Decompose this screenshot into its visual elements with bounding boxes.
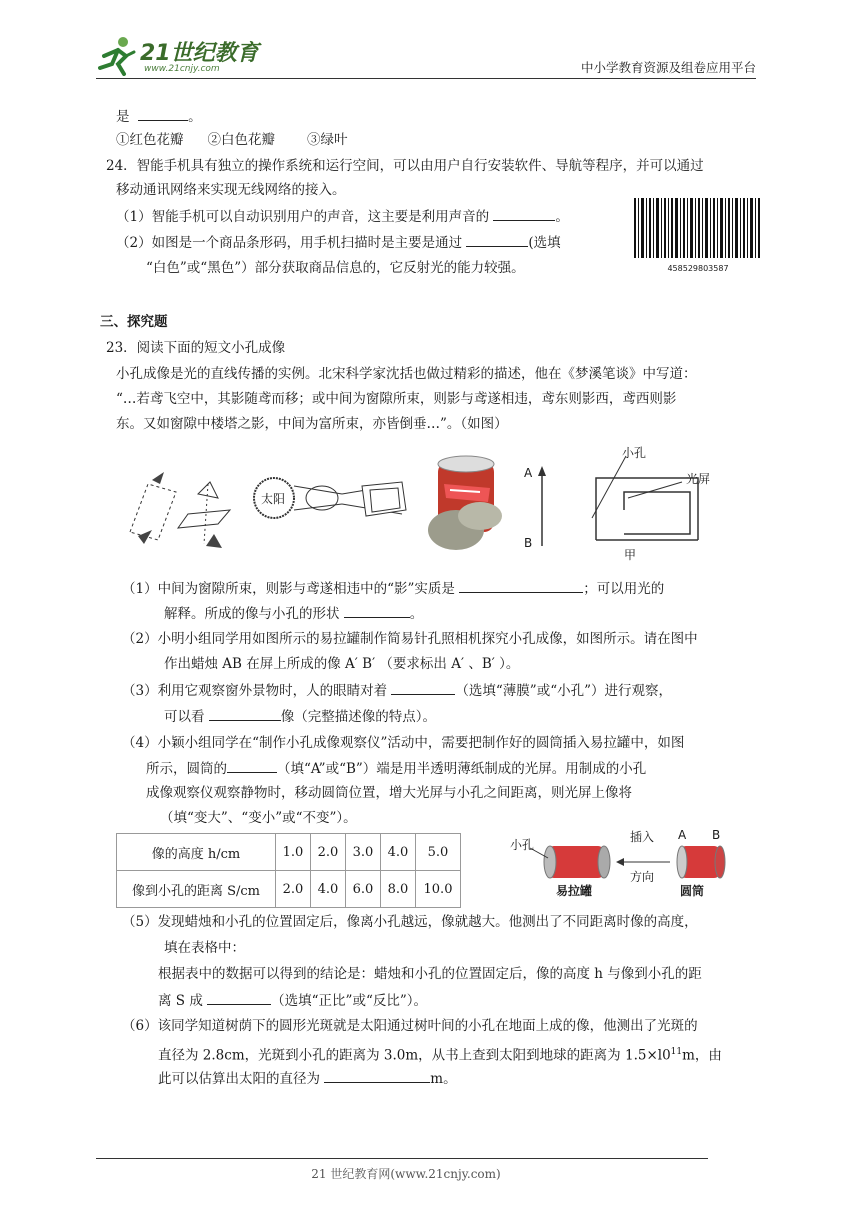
prev-options: ①红色花瓣 ②白色花瓣 ③绿叶 bbox=[116, 132, 348, 148]
barcode-image bbox=[630, 196, 766, 276]
table-cell: 6.0 bbox=[346, 871, 381, 908]
q23-s3-line1: （3）利用它观察窗外景物时，人的眼睛对着 （选填“薄膜”或“小孔”）进行观察， bbox=[122, 680, 672, 701]
header-right-text: 中小学教育资源及组卷应用平台 bbox=[580, 60, 756, 75]
q23-title: 23．阅读下面的短文小孔成像 bbox=[106, 340, 286, 356]
table-cell: 2.0 bbox=[276, 871, 311, 908]
header-logo bbox=[96, 34, 266, 78]
prev-question-line: 是 。 bbox=[116, 106, 202, 127]
runner-logo-icon bbox=[96, 34, 136, 76]
can-tube-figure bbox=[510, 826, 740, 902]
fig2-can-label: 易拉罐 bbox=[556, 884, 593, 898]
table-row bbox=[117, 834, 461, 871]
sun-label: 太阳 bbox=[261, 492, 286, 506]
fig2-tube-label: 圆筒 bbox=[680, 884, 705, 898]
q24-sub2-cont: “白色”或“黑色”）部分获取商品信息的，它反射光的能力较强。 bbox=[146, 260, 525, 276]
q24-line1: 24．智能手机具有独立的操作系统和运行空间，可以由用户自行安装软件、导航等程序，并可以通过 bbox=[106, 158, 704, 174]
q23-s3-line2: 可以看 像（完整描述像的特点）。 bbox=[164, 706, 436, 727]
table-cell: 4.0 bbox=[381, 834, 416, 871]
table-cell: 5.0 bbox=[416, 834, 461, 871]
q23-s2-line1: （2）小明小组同学用如图所示的易拉罐制作简易针孔照相机探究小孔成像，如图所示。请在图中 bbox=[122, 631, 698, 647]
q23-para2: “…若鸢飞空中，其影随鸢而移；或中间为窗隙所束，则影与鸢遂相违，鸢东则影西，鸢西则影 bbox=[116, 391, 677, 407]
pinhole-camera-diagram bbox=[586, 444, 736, 568]
q23-s5-line1: （5）发现蜡烛和小孔的位置固定后，像离小孔越远，像就越大。他测出了不同距离时像的高度， bbox=[122, 914, 698, 930]
q23-s6-line1: （6）该同学知道树荫下的圆形光斑就是太阳通过树叶间的小孔在地面上成的像，他测出了光斑的 bbox=[122, 1018, 698, 1034]
candle-ab-figure bbox=[522, 462, 562, 556]
table-row-header: 像的高度 h/cm bbox=[117, 834, 276, 871]
section-title: 三、探究题 bbox=[100, 314, 168, 330]
q23-s1-line1: （1）中间为窗隙所束，则影与鸢遂相违中的“影”实质是 ；可以用光的 bbox=[122, 578, 664, 599]
q23-s6-line3: 此可以估算出太阳的直径为 m。 bbox=[158, 1068, 457, 1089]
barcode-icon bbox=[630, 196, 766, 260]
q23-s1-line2: 解释。所成的像与小孔的形状 。 bbox=[164, 603, 423, 624]
diagram-screen-label: 光屏 bbox=[686, 472, 711, 486]
table-cell: 3.0 bbox=[346, 834, 381, 871]
q23-s6-line2: 直径为 2.8cm，光斑到小孔的距离为 3.0m，从书上查到太阳到地球的距离为 $1.5\times l0^{11}m$，由 bbox=[158, 1047, 722, 1064]
table-cell: 4.0 bbox=[311, 871, 346, 908]
candle-b-label: B bbox=[524, 536, 533, 550]
sun-pinhole-figure bbox=[252, 464, 412, 534]
q24-sub2: （2）如图是一个商品条形码，用手机扫描时是主要是通过 (选填 bbox=[116, 232, 561, 253]
q23-s4-line2: 所示，圆筒的 （填“A”或“B”）端是用半透明薄纸制成的光屏。用制成的小孔 bbox=[146, 758, 646, 779]
kite-shadow-figure bbox=[118, 454, 238, 554]
footer-rule bbox=[96, 1158, 708, 1159]
q23-para1: 小孔成像是光的直线传播的实例。北宋科学家沈括也做过精彩的描述，他在《梦溪笔谈》中写道： bbox=[116, 366, 697, 382]
fig2-insert-label: 插入 bbox=[630, 830, 655, 844]
table-cell: 10.0 bbox=[416, 871, 461, 908]
fig2-b-label: B bbox=[712, 828, 721, 842]
barcode-number: 458529803587 bbox=[667, 264, 729, 273]
diagram-jia-label: 甲 bbox=[624, 548, 637, 562]
fig2-dir-label: 方向 bbox=[630, 870, 655, 884]
fig2-a-label: A bbox=[678, 828, 687, 842]
data-table bbox=[116, 833, 461, 908]
table-cell: 8.0 bbox=[381, 871, 416, 908]
diagram-hole-label: 小孔 bbox=[622, 446, 647, 460]
q24-line2: 移动通讯网络来实现无线网络的接入。 bbox=[116, 182, 346, 198]
q23-para3: 东。又如窗隙中楼塔之影，中间为富所束，亦皆倒垂…”。（如图） bbox=[116, 416, 508, 432]
table-row-header: 像到小孔的距离 S/cm bbox=[117, 871, 276, 908]
q23-s5-line2: 填在表格中： bbox=[164, 940, 245, 956]
q23-s4-line3: 成像观察仪观察静物时，移动圆筒位置，增大光屏与小孔之间距离，则光屏上像将 bbox=[146, 785, 632, 801]
q23-s5-line4: 离 S 成 （选填“正比”或“反比”）。 bbox=[158, 990, 427, 1011]
q23-s4-line4: （填“变大”、“变小”或“不变”）。 bbox=[160, 810, 357, 826]
table-cell: 2.0 bbox=[311, 834, 346, 871]
q23-s2-line2: 作出蜡烛 AB 在屏上所成的像 A′ B′ （要求标出 A′ 、B′ ）。 bbox=[164, 656, 520, 672]
table-cell: 1.0 bbox=[276, 834, 311, 871]
table-row bbox=[117, 871, 461, 908]
fig2-hole-label: 小孔 bbox=[510, 838, 535, 852]
logo-url: www.21cnjy.com bbox=[144, 64, 220, 74]
q24-sub1: （1）智能手机可以自动识别用户的声音，这主要是利用声音的 。 bbox=[116, 206, 569, 227]
candle-a-label: A bbox=[524, 466, 533, 480]
q23-s4-line1: （4）小颖小组同学在“制作小孔成像观察仪”活动中，需要把制作好的圆筒插入易拉罐中，如图 bbox=[122, 735, 685, 751]
footer-text: 21 世纪教育网(www.21cnjy.com) bbox=[311, 1167, 501, 1181]
q23-s5-line3: 根据表中的数据可以得到的结论是：蜡烛和小孔的位置固定后，像的高度 h 与像到小孔的距 bbox=[158, 966, 702, 982]
can-photo bbox=[420, 454, 516, 554]
header-rule bbox=[96, 78, 756, 79]
logo-text: 21世纪教育 bbox=[140, 41, 259, 66]
